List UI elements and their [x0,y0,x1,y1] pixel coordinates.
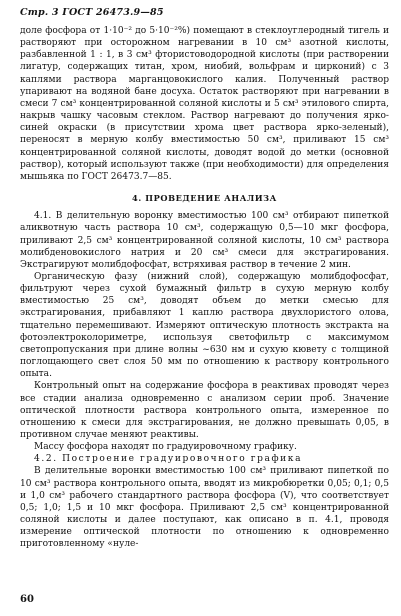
paragraph-4-2: В делительные воронки вместимостью 100 см³ приливают пипеткой по 10 см³ раствора контрольного опыта, вводят из микробюретки 0,05; 0,1; 0,5 и 1,0 см³ рабочего стандартного раствора фосфора (V), что соответствует 0,5; 1,0; 1,5 и 10 мкг фосфора. Приливают 2,5 см³ концентрированной соляной кислоты и далее поступают, как описано в п. 4.1, проводя измерение оптической плотности по отношению к одновременно приготовленному «нуле- [20,466,389,550]
document-body [20,25,389,551]
paragraph-control-experiment: Контрольный опыт на содержание фосфора в реактивах проводят через все стадии анализа одновременно с анализом серии проб. Значение оптической плотности раствора контрольного опыта, измеренное по отношению к смеси для экстрагирования, не должно превышать 0,05, в противном случае меняют реактивы. [20,381,389,440]
paragraph-organic-phase: Органическую фазу (нижний слой), содержащую молибдофосфат, фильтруют через сухой бумажный фильтр в сухую мерную колбу вместимостью 25 см³, доводят объем до метки смесью для экстрагирования, прибавляют 1 каплю раствора двухлористого олова, тщательно перемешивают. Измеряют оптическую плотность экстракта на фотоэлектроколориметре, используя светофильтр с максимумом светопропускания при длине волны ~630 нм и сухую кювету с толщиной поглощающего свет слоя 50 мм по отношению к раствору контрольного опыта. [20,271,389,380]
paragraph-4-1: 4.1. В делительную воронку вместимостью 100 см³ отбирают пипеткой аликвотную часть раствора 10 см³, содержащую 0,5—10 мкг фосфора, приливают 2,5 см³ концентрированной соляной кислоты, 10 см³ раствора молибденовокислого натрия и 20 см³ смеси для экстрагирования. Экстрагируют молибдофосфат, встряхивая раствор в течение 2 мин. [20,211,389,270]
paragraph-dissolution: доле фосфора от 1·10⁻² до 5·10⁻²%) помещают в стеклоуглеродный тигель и растворяют при осторожном нагревании в 10 см³ азотной кислоты, разбавленной 1 : 1, в 3 см³ фтористоводородной кислоты (при растворении лигатур, содержащих титан, хром, ниобий, вольфрам и цирконий) с 3 каплями раствора марганцовокислого калия. Полученный раствор упаривают на водяной бане досуха. Остаток растворяют при нагревании в смеси 7 см³ концентрированной соляной кислоты и 5 см³ этилового спирта, накрыв чашку часовым стеклом. Раствор нагревают до получения ярко-синей окраски (в присутствии хрома цвет раствора ярко-зеленый), переносят в мерную колбу вместимостью 50 см³, приливают 15 см³ концентрированной соляной кислоты, доводят водой до метки (основной раствор), который используют также (при необходимости) для определения мышьяка по ГОСТ 26473.7—85. [20,26,389,182]
paragraph-phosphorus-mass: Массу фосфора находят по градуировочному графику. [34,442,297,453]
page-number: 60 [20,594,34,605]
page-header: Стр. 3 ГОСТ 26473.9—85 [20,7,164,18]
section-heading-calibration: 4.2. Построение градуировочного графика [34,454,303,465]
section-heading-analysis: 4. ПРОВЕДЕНИЕ АНАЛИЗА [132,193,277,204]
